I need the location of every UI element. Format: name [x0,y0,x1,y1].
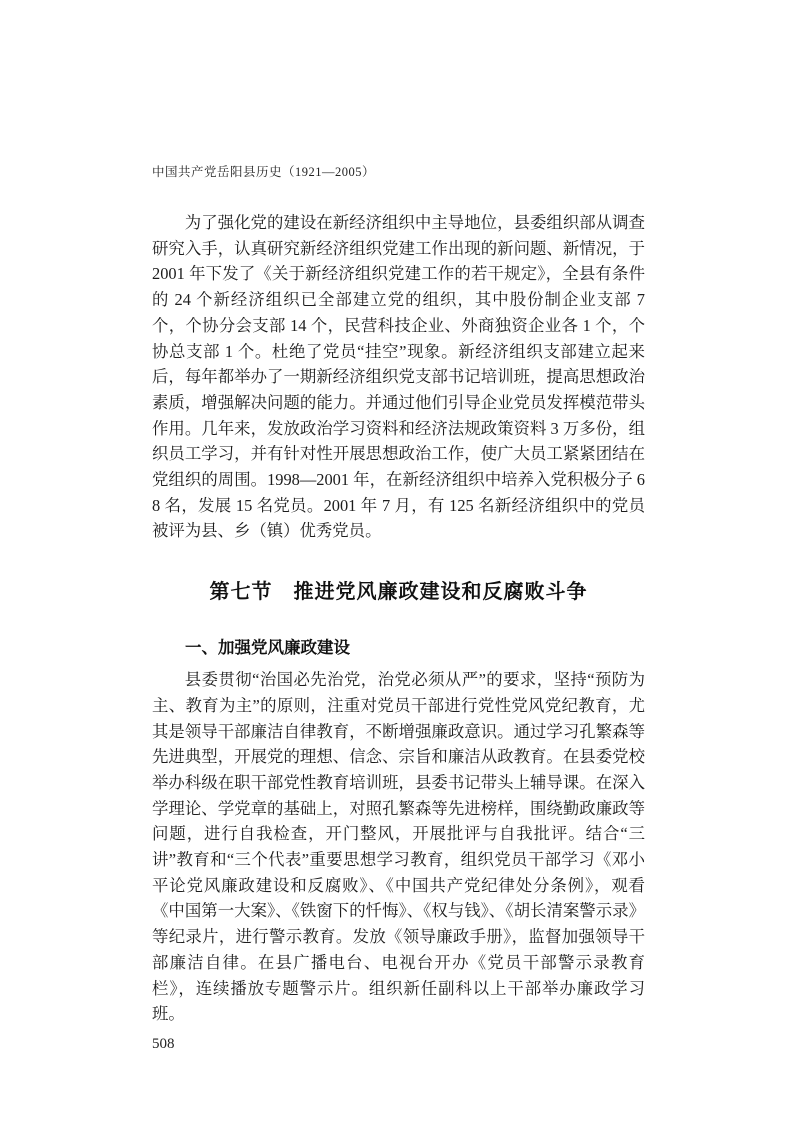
subsection-title: 一、加强党风廉政建设 [185,639,350,658]
page-content [152,210,645,1053]
page-number: 508 [152,1035,175,1052]
section-title: 第七节 推进党风廉政建设和反腐败斗争 [209,581,588,604]
running-header: 中国共产党岳阳县历史（1921—2005） [152,165,376,179]
paragraph-clean-government: 县委贯彻“治国必先治党，治党必须从严”的要求，坚持“预防为主、教育为主”的原则，注重对党员干部进行党性党风党纪教育，尤其是领导干部廉洁自律教育，不断增强廉政意识。通过学习孔繁森等先进典型，开展党的理想、信念、宗旨和廉洁从政教育。在县委党校举办科级在职干部党性教育培训班，县委书记带头上辅导课。在深入学理论、学党章的基础上，对照孔繁森等先进榜样，围绕勤政廉政等问题，进行自我检查，开门整风，开展批评与自我批评。结合“三讲”教育和“三个代表”重要思想学习教育，组织党员干部学习《邓小平论党风廉政建设和反腐败》、《中国共产党纪律处分条例》，观看《中国第一大案》、《铁窗下的忏悔》、《权与钱》、《胡长清案警示录》等纪录片，进行警示教育。发放《领导廉政手册》，监督加强领导干部廉洁自律。在县广播电台、电视台开办《党员干部警示录教育栏》，连续播放专题警示片。组织新任副科以上干部举办廉政学习班。 [152,670,645,1024]
paragraph-new-economic-organizations: 为了强化党的建设在新经济组织中主导地位，县委组织部从调查研究入手，认真研究新经济组织党建工作出现的新问题、新情况，于 2001 年下发了《关于新经济组织党建工作的若干规定》，全县有条件的 24 个新经济组织已全部建立党的组织，其中股份制企业支部 7 个，个协分会支部 14 个，民营科技企业、外商独资企业各 1 个，个协总支部 1 个。杜绝了党员“挂空”现象。新经济组织支部建立起来后，每年都举办了一期新经济组织党支部书记培训班，提高思想政治素质，增强解决问题的能力。并通过他们引导企业党员发挥模范带头作用。几年来，发放政治学习资料和经济法规政策资料 3 万多份，组织员工学习，并有针对性开展思想政治工作，使广大员工紧紧团结在党组织的周围。1998—2001 年，在新经济组织中培养入党积极分子 68 名，发展 15 名党员。2001 年 7 月，有 125 名新经济组织中的党员被评为县、乡（镇）优秀党员。 [152,213,645,541]
